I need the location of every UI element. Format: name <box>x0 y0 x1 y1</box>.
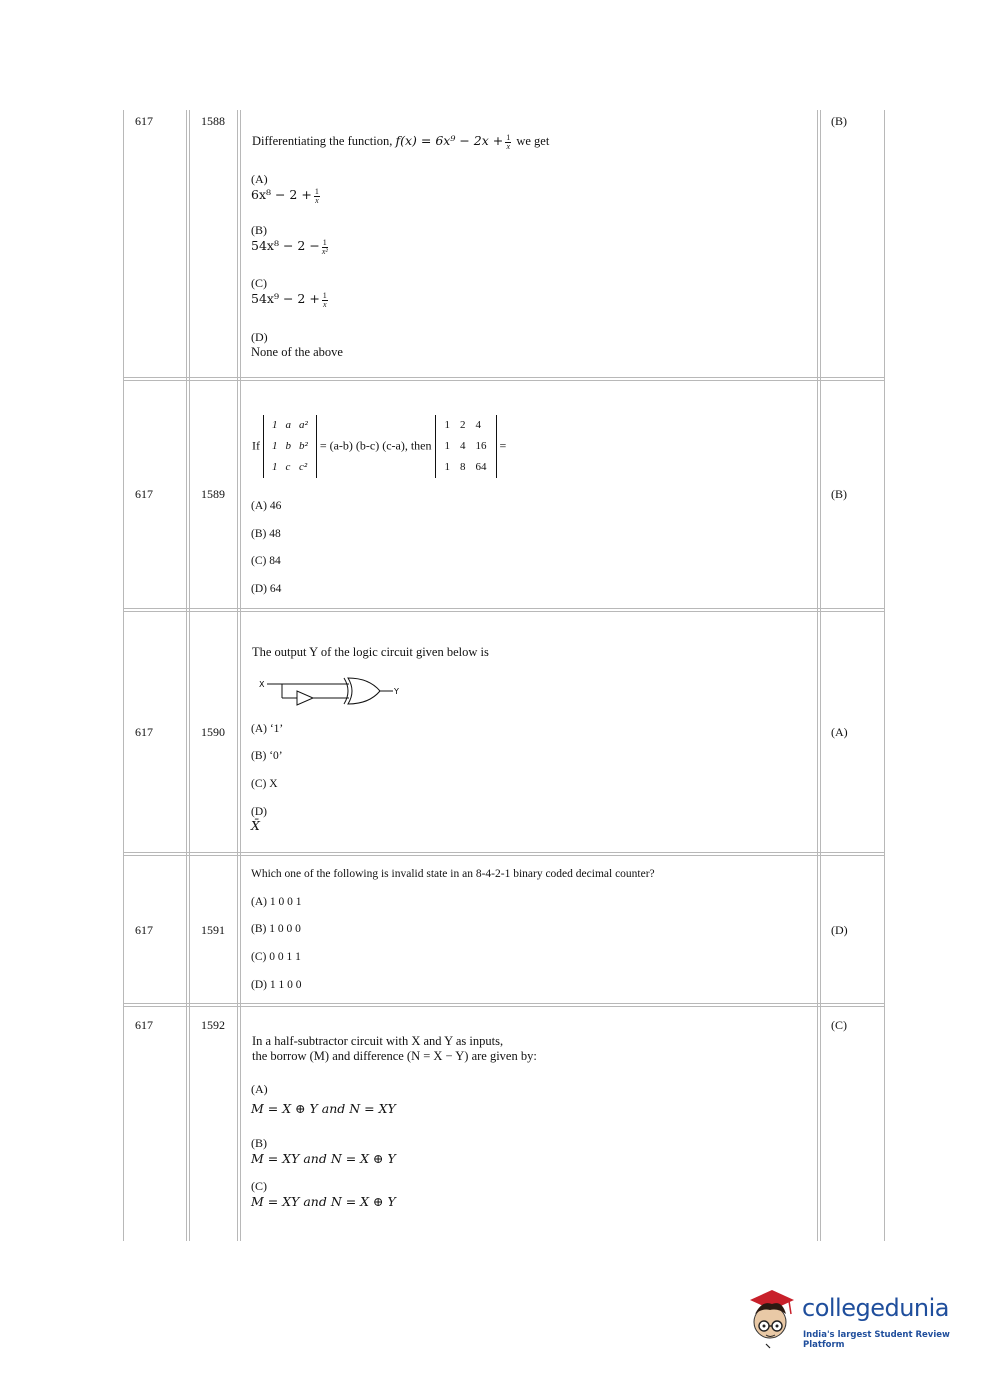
question-text: Differentiating the function, f(x) = 6x⁹ − 2x + $\frac{1}{x}$ we get <box>252 132 550 151</box>
collegedunia-logo <box>742 1284 972 1354</box>
option-a: (A) 6x⁸ − 2 + $\frac{1}{x}$ <box>251 172 319 205</box>
function-expression: f(x) = 6x⁹ − 2x + <box>395 133 504 148</box>
option-d: (D) None of the above <box>251 330 343 359</box>
column-divider <box>817 110 818 1241</box>
answer-key: (D) <box>831 923 848 937</box>
column-divider <box>240 110 241 1241</box>
question-text: If 1 a a² 1 b b² 1 c c² = (a-b) (b-c) (c-a), then 1 2 4 1 4 16 1 8 64 = <box>252 415 506 478</box>
answer-key: (C) <box>831 1018 847 1032</box>
option-d: (D) 1 1 0 0 <box>251 979 302 991</box>
not-gate-symbol <box>297 691 313 705</box>
option-c: (C) 54x⁹ − 2 + $\frac{1}{x}$ <box>251 276 327 309</box>
option-a: (A) 1 0 0 1 <box>251 896 302 908</box>
row-divider <box>123 1003 885 1004</box>
brand-name: collegedunia <box>802 1294 950 1322</box>
row-divider <box>123 611 885 612</box>
question-number: 1589 <box>201 487 225 501</box>
option-c: (C) X <box>251 778 278 790</box>
column-divider <box>186 110 187 1241</box>
answer-key: (B) <box>831 487 847 501</box>
option-a: (A) ‘1’ <box>251 723 284 735</box>
fraction: $\frac{1}{x}$ <box>506 132 511 151</box>
option-b: (B) ‘0’ <box>251 750 283 762</box>
option-a: (A) M = X ⊕ Y and N = XY <box>251 1082 396 1116</box>
question-number: 1590 <box>201 725 225 739</box>
question-text: In a half-subtractor circuit with X and Y as inputs, the borrow (M) and difference (N = X − Y) are given by: <box>252 1034 537 1063</box>
fraction: $\frac{1}{x}$ <box>322 290 327 309</box>
column-divider <box>820 110 821 1241</box>
paper-code: 617 <box>135 1018 153 1032</box>
paper-code: 617 <box>135 487 153 501</box>
xor-gate-symbol <box>348 678 380 704</box>
circuit-input-label: X <box>259 680 265 689</box>
row-divider <box>123 377 885 378</box>
question-text: Which one of the following is invalid state in an 8-4-2-1 binary coded decimal counter? <box>251 868 655 880</box>
row-divider <box>123 855 885 856</box>
table-border-left <box>123 110 124 1241</box>
brand-tagline: India's largest Student Review Platform <box>803 1330 950 1350</box>
question-number: 1588 <box>201 114 225 128</box>
paper-code: 617 <box>135 725 153 739</box>
question-text: The output Y of the logic circuit given below is <box>252 645 489 659</box>
determinant-matrix-2: 1 2 4 1 4 16 1 8 64 <box>435 415 497 478</box>
answer-key: (B) <box>831 114 847 128</box>
row-divider <box>123 380 885 381</box>
option-c: (C) 0 0 1 1 <box>251 951 301 963</box>
paper-code: 617 <box>135 114 153 128</box>
paper-code: 617 <box>135 923 153 937</box>
row-divider <box>123 852 885 853</box>
mascot-icon <box>742 1284 800 1350</box>
option-d: (D) X̄ <box>251 806 267 833</box>
column-divider <box>189 110 190 1241</box>
fraction: $\frac{1}{\text{x²}}$ <box>321 237 328 256</box>
logic-circuit-diagram <box>257 676 412 708</box>
fraction: $\frac{1}{x}$ <box>314 186 319 205</box>
question-table <box>123 110 885 1241</box>
column-divider <box>237 110 238 1241</box>
circuit-output-label: Y <box>394 687 399 696</box>
option-c: (C) 84 <box>251 555 281 567</box>
question-number: 1591 <box>201 923 225 937</box>
option-b: (B) M = XY and N = X ⊕ Y <box>251 1136 396 1166</box>
table-border-right <box>884 110 885 1241</box>
option-d: (D) 64 <box>251 583 282 595</box>
option-b: (B) 48 <box>251 528 281 540</box>
option-b: (B) 1 0 0 0 <box>251 923 301 935</box>
option-b: (B) 54x⁸ − 2 − $\frac{1}{\text{x²}}$ <box>251 223 328 256</box>
option-a: (A) 46 <box>251 500 282 512</box>
question-number: 1592 <box>201 1018 225 1032</box>
row-divider <box>123 608 885 609</box>
determinant-matrix-1: 1 a a² 1 b b² 1 c c² <box>263 415 317 478</box>
option-c: (C) M = XY and N = X ⊕ Y <box>251 1179 396 1209</box>
row-divider <box>123 1006 885 1007</box>
answer-key: (A) <box>831 725 848 739</box>
